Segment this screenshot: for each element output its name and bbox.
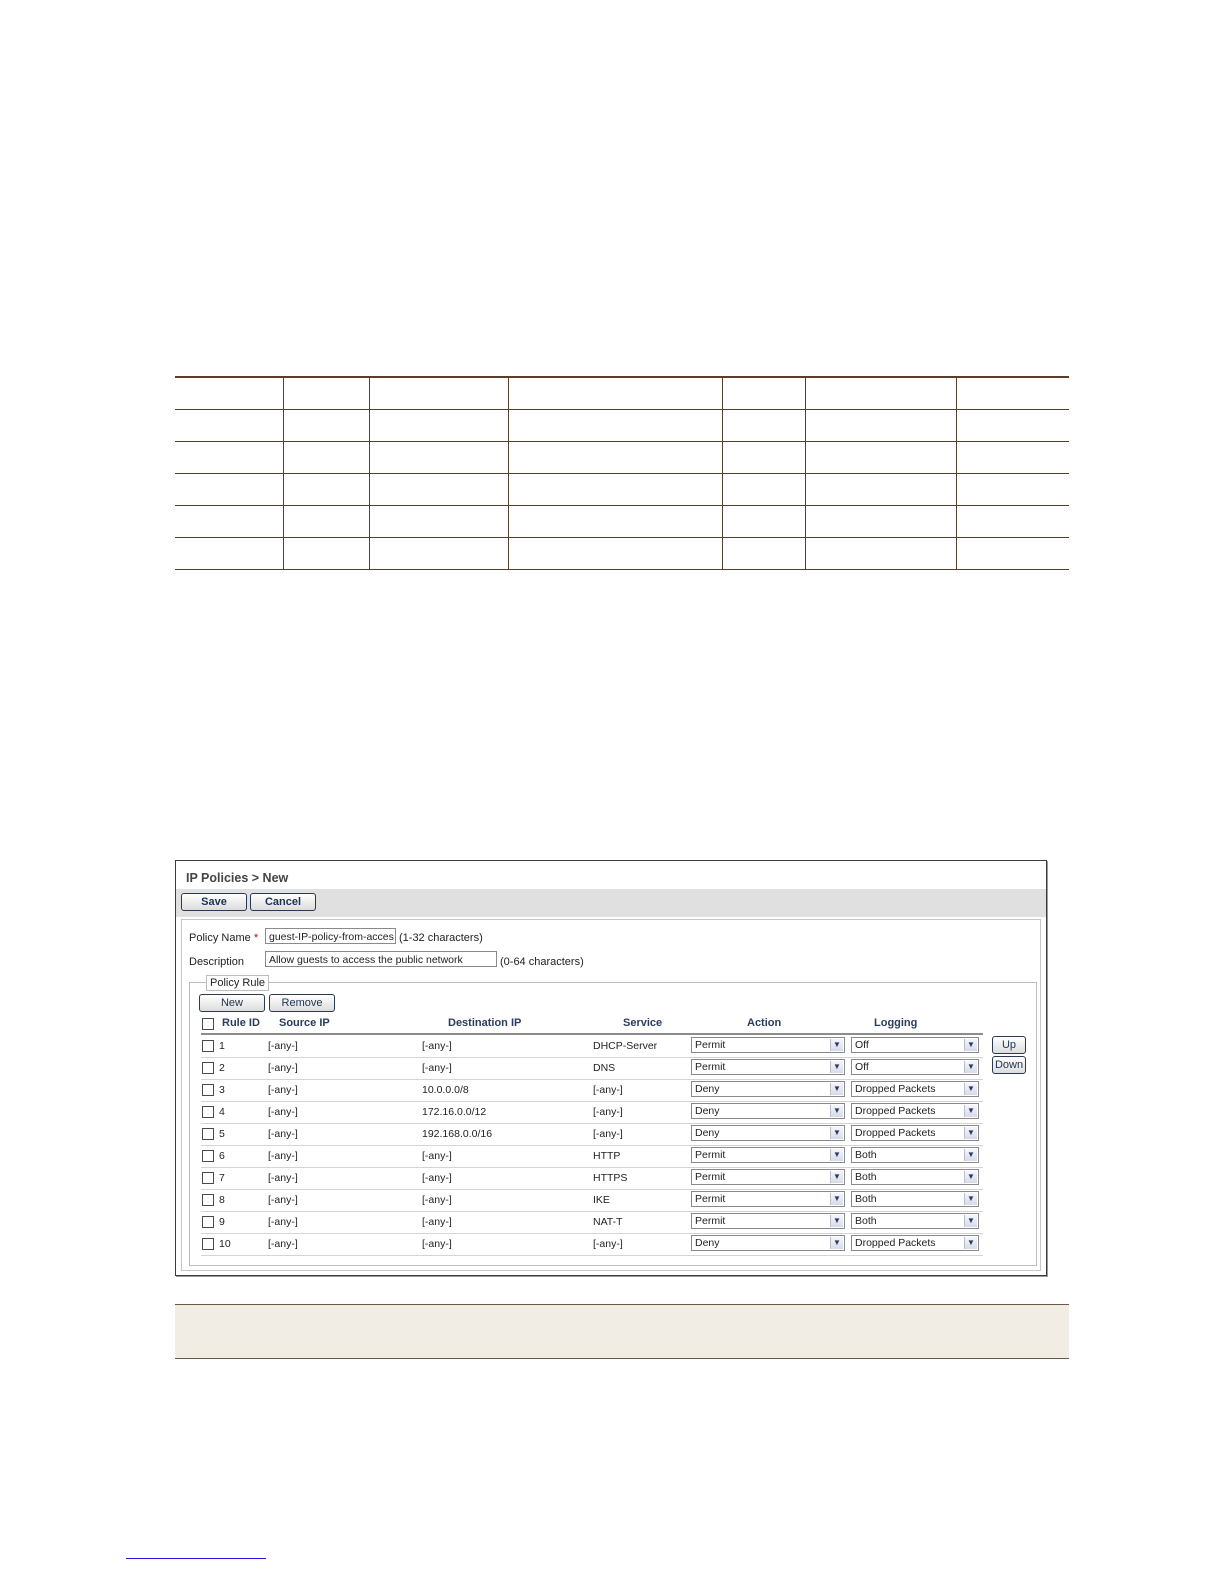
row-checkbox[interactable] [202,1128,214,1140]
row-checkbox[interactable] [202,1216,214,1228]
chevron-down-icon[interactable]: ▼ [964,1171,977,1183]
table-cell [805,506,956,538]
action-value: Permit [695,1149,726,1161]
col-source-ip: Source IP [279,1017,330,1029]
logging-value: Both [855,1149,877,1161]
source-ip: [-any-] [268,1194,298,1206]
table-cell [283,537,369,569]
chevron-down-icon[interactable]: ▼ [964,1215,977,1227]
source-ip: [-any-] [268,1216,298,1228]
logging-select[interactable] [851,1125,979,1141]
destination-ip: [-any-] [422,1216,452,1228]
table-row [175,410,1069,442]
destination-ip: [-any-] [422,1194,452,1206]
col-destination-ip: Destination IP [448,1017,522,1029]
service: [-any-] [593,1084,623,1096]
table-cell [369,537,508,569]
rule-id: 7 [219,1172,225,1184]
rule-id: 10 [219,1238,231,1250]
chevron-down-icon[interactable]: ▼ [964,1083,977,1095]
row-checkbox[interactable] [202,1194,214,1206]
service: IKE [593,1194,610,1206]
rule-id: 6 [219,1150,225,1162]
policy-name-hint: (1-32 characters) [399,932,483,944]
service: [-any-] [593,1106,623,1118]
chevron-down-icon[interactable]: ▼ [964,1127,977,1139]
table-cell [722,410,805,442]
action-value: Permit [695,1171,726,1183]
table-row [201,1233,983,1256]
source-ip: [-any-] [268,1106,298,1118]
description-input[interactable]: Allow guests to access the public network [265,951,497,967]
service: DHCP-Server [593,1040,658,1052]
table-cell [722,537,805,569]
logging-value: Both [855,1215,877,1227]
table-cell [369,377,508,410]
destination-ip: [-any-] [422,1150,452,1162]
table-row [201,1167,983,1190]
move-down-button[interactable]: Down [992,1056,1026,1074]
toolbar [176,889,1046,917]
rule-id: 5 [219,1128,225,1140]
action-select[interactable] [691,1191,845,1207]
table-cell [283,506,369,538]
row-checkbox[interactable] [202,1040,214,1052]
service: DNS [593,1062,616,1074]
remove-rule-button[interactable]: Remove [269,994,335,1012]
policy-rule-legend: Policy Rule [206,975,269,991]
logging-value: Dropped Packets [855,1237,936,1249]
chevron-down-icon[interactable]: ▼ [830,1105,843,1117]
source-ip: [-any-] [268,1040,298,1052]
source-ip: [-any-] [268,1084,298,1096]
action-select[interactable] [691,1235,845,1251]
action-value: Permit [695,1193,726,1205]
footnote-rule [126,1558,266,1559]
action-select[interactable] [691,1125,845,1141]
destination-ip: 172.16.0.0/12 [422,1106,487,1118]
table-row [201,1123,983,1146]
action-value: Permit [695,1215,726,1227]
source-ip: [-any-] [268,1062,298,1074]
table-row [175,442,1069,474]
action-value: Deny [695,1127,720,1139]
logging-value: Dropped Packets [855,1127,936,1139]
chevron-down-icon[interactable]: ▼ [830,1061,843,1073]
policy-name-input[interactable]: guest-IP-policy-from-acces [265,928,396,944]
table-cell [508,474,722,506]
chevron-down-icon[interactable]: ▼ [830,1171,843,1183]
action-select[interactable] [691,1103,845,1119]
chevron-down-icon[interactable]: ▼ [964,1105,977,1117]
logging-select[interactable] [851,1059,979,1075]
policy-name-label: Policy Name * [189,932,259,944]
table-cell [283,410,369,442]
table-cell [508,442,722,474]
service: [-any-] [593,1128,623,1140]
action-select[interactable] [691,1213,845,1229]
logging-select[interactable] [851,1235,979,1251]
chevron-down-icon[interactable]: ▼ [830,1149,843,1161]
table-row [175,377,1069,410]
logging-select[interactable] [851,1191,979,1207]
table-cell [175,377,283,410]
chevron-down-icon[interactable]: ▼ [830,1127,843,1139]
action-select[interactable] [691,1147,845,1163]
action-value: Deny [695,1105,720,1117]
table-cell [722,377,805,410]
table-cell [805,537,956,569]
logging-value: Dropped Packets [855,1083,936,1095]
table-row [201,1057,983,1080]
table-cell [369,506,508,538]
destination-ip: [-any-] [422,1040,452,1052]
table-row [201,1079,983,1102]
chevron-down-icon[interactable]: ▼ [830,1083,843,1095]
table-cell [722,474,805,506]
chevron-down-icon[interactable]: ▼ [964,1039,977,1051]
action-select[interactable] [691,1081,845,1097]
table-cell [956,410,1069,442]
table-cell [283,377,369,410]
table-cell [805,442,956,474]
logging-value: Dropped Packets [855,1105,936,1117]
service: [-any-] [593,1238,623,1250]
table-cell [805,474,956,506]
service: HTTP [593,1150,621,1162]
table-cell [283,474,369,506]
action-value: Deny [695,1083,720,1095]
policy-form [181,919,1041,1271]
chevron-down-icon[interactable]: ▼ [964,1061,977,1073]
table-cell [508,506,722,538]
row-checkbox[interactable] [202,1172,214,1184]
table-cell [508,410,722,442]
row-checkbox[interactable] [202,1062,214,1074]
logging-value: Off [855,1039,869,1051]
description-hint: (0-64 characters) [500,956,584,968]
col-logging: Logging [874,1017,918,1029]
required-mark: * [253,932,259,944]
col-service: Service [623,1017,663,1029]
note-band [175,1304,1069,1359]
table-cell [956,442,1069,474]
table-cell [508,377,722,410]
action-value: Deny [695,1237,720,1249]
row-checkbox[interactable] [202,1150,214,1162]
row-checkbox[interactable] [202,1106,214,1118]
row-checkbox[interactable] [202,1238,214,1250]
logging-select[interactable] [851,1081,979,1097]
table-row [175,474,1069,506]
logging-select[interactable] [851,1169,979,1185]
logging-select[interactable] [851,1103,979,1119]
rule-id: 8 [219,1194,225,1206]
logging-select[interactable] [851,1213,979,1229]
destination-ip: [-any-] [422,1238,452,1250]
source-ip: [-any-] [268,1150,298,1162]
destination-ip: 192.168.0.0/16 [422,1128,493,1140]
service: HTTPS [593,1172,628,1184]
table-row [201,1035,983,1058]
description-label: Description [189,956,245,968]
table-cell [805,377,956,410]
table-cell [175,442,283,474]
action-select[interactable] [691,1037,845,1053]
ip-policy-screenshot [175,860,1047,1276]
empty-table [175,376,1069,570]
destination-ip: [-any-] [422,1172,452,1184]
cancel-button[interactable]: Cancel [250,893,316,911]
source-ip: [-any-] [268,1128,298,1140]
table-row [175,506,1069,538]
source-ip: [-any-] [268,1238,298,1250]
breadcrumb: IP Policies > New [186,871,289,885]
logging-select[interactable] [851,1037,979,1053]
table-cell [508,537,722,569]
rule-id: 9 [219,1216,225,1228]
table-cell [175,537,283,569]
action-value: Permit [695,1061,726,1073]
col-action: Action [747,1017,782,1029]
table-cell [283,442,369,474]
rule-id: 4 [219,1106,225,1118]
select-all-checkbox[interactable] [202,1018,214,1030]
table-cell [722,506,805,538]
table-cell [956,506,1069,538]
service: NAT-T [593,1216,623,1228]
chevron-down-icon[interactable]: ▼ [830,1039,843,1051]
table-cell [956,377,1069,410]
move-up-button[interactable]: Up [992,1036,1026,1054]
logging-value: Off [855,1061,869,1073]
table-row [201,1145,983,1168]
table-cell [956,474,1069,506]
chevron-down-icon[interactable]: ▼ [830,1215,843,1227]
logging-select[interactable] [851,1147,979,1163]
table-row [201,1189,983,1212]
chevron-down-icon[interactable]: ▼ [830,1193,843,1205]
action-value: Permit [695,1039,726,1051]
destination-ip: [-any-] [422,1062,452,1074]
chevron-down-icon[interactable]: ▼ [964,1149,977,1161]
col-rule-id: Rule ID [222,1017,260,1029]
table-row [201,1211,983,1234]
save-button[interactable]: Save [181,893,247,911]
logging-value: Both [855,1171,877,1183]
chevron-down-icon[interactable]: ▼ [964,1193,977,1205]
rule-id: 1 [219,1040,225,1052]
action-select[interactable] [691,1169,845,1185]
rule-id: 2 [219,1062,225,1074]
rule-id: 3 [219,1084,225,1096]
table-cell [956,537,1069,569]
table-cell [369,442,508,474]
action-select[interactable] [691,1059,845,1075]
table-cell [175,506,283,538]
chevron-down-icon[interactable]: ▼ [830,1237,843,1249]
table-cell [369,474,508,506]
source-ip: [-any-] [268,1172,298,1184]
row-checkbox[interactable] [202,1084,214,1096]
table-cell [722,442,805,474]
table-row [201,1101,983,1124]
new-rule-button[interactable]: New [199,994,265,1012]
destination-ip: 10.0.0.0/8 [422,1084,469,1096]
table-cell [805,410,956,442]
table-cell [175,410,283,442]
logging-value: Both [855,1193,877,1205]
table-cell [369,410,508,442]
policy-rule-fieldset [189,977,1037,1266]
chevron-down-icon[interactable]: ▼ [964,1237,977,1249]
table-cell [175,474,283,506]
table-row [175,537,1069,569]
